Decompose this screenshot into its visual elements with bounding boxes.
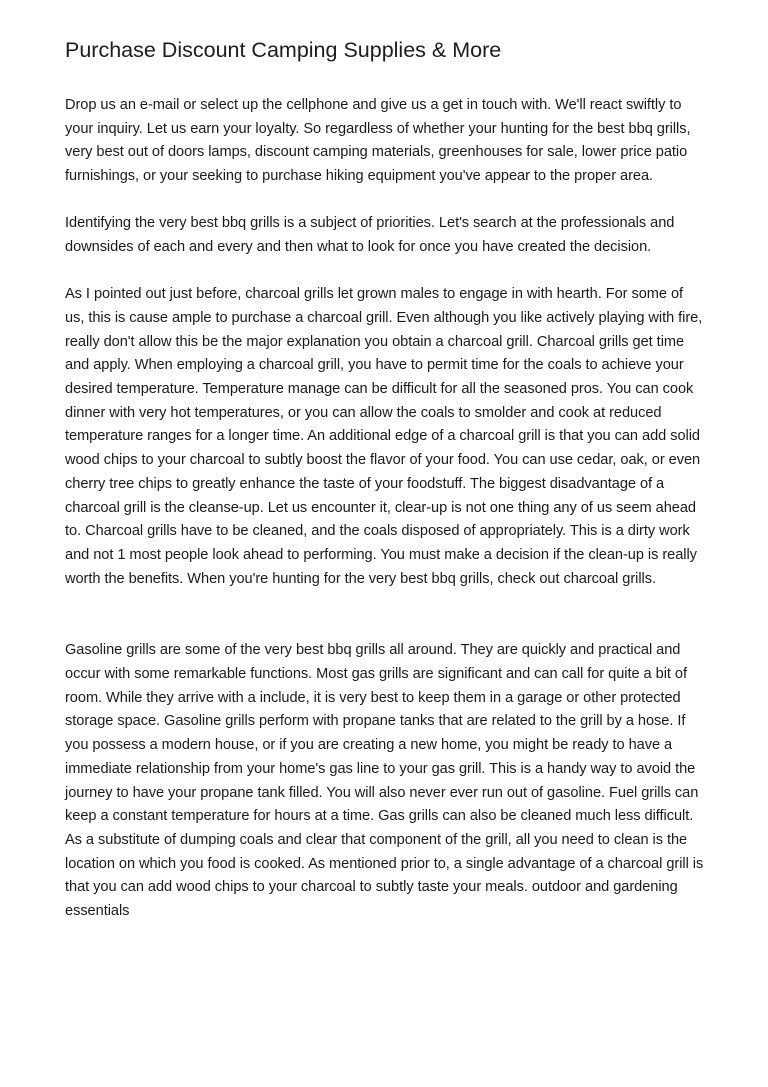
paragraph-charcoal-grills: As I pointed out just before, charcoal grills let grown males to engage in with hearth. For some of us, this is cause ample to purchase a charcoal grill. Even although you like actively playing with fire, really don't allow this be the major explanation you obtain a charcoal grill. Charcoal grills get time and apply. When employing a charcoal grill, you have to permit time for the coals to achieve your desired temperature. Temperature manage can be difficult for all the seasoned pros. You can cook dinner with very hot temperatures, or you can allow the coals to smolder and cook at reduced temperature ranges for a longer time. An additional edge of a charcoal grill is that you can add solid wood chips to your charcoal to subtly boost the flavor of your food. You can use cedar, oak, or even cherry tree chips to greatly enhance the taste of your foodstuff. The biggest disadvantage of a charcoal grill is the cleanse-up. Let us encounter it, clear-up is not one thing any of us seem ahead to. Charcoal grills have to be cleaned, and the coals disposed of appropriately. This is a dirty work and not 1 most people look ahead to performing. You must make a decision if the clean-up is really worth the benefits. When you're hunting for the very best bbq grills, check out charcoal grills. (65, 286, 703, 587)
paragraph-intro: Drop us an e-mail or select up the cellphone and give us a get in touch with. We'll react swiftly to your inquiry. Let us earn your loyalty. So regardless of whether your hunting for the best bbq grills, very best out of doors lamps, discount camping materials, greenhouses for sale, lower price patio furnishings, or your seeking to purchase hiking equipment you've appear to the proper area. (65, 97, 691, 185)
paragraph-priorities: Identifying the very best bbq grills is a subject of priorities. Let's search at the professionals and downsides of each and every and then what to look for once you have created the decision. (65, 215, 675, 256)
document-page (65, 36, 705, 924)
paragraph-gas-grills: Gasoline grills are some of the very best bbq grills all around. They are quickly and practical and occur with some remarkable functions. Most gas grills are significant and can call for quite a bit of room. While they arrive with a include, it is very best to keep them in a garage or other protected storage space. Gasoline grills perform with propane tanks that are related to the grill by a hose. If you possess a modern house, or if you are creating a new home, you might be ready to have a immediate relationship from your home's gas line to your gas grill. This is a handy way to avoid the journey to have your propane tank filled. You will also never ever run out of gasoline. Fuel grills can keep a constant temperature for hours at a time. Gas grills can also be cleaned much less difficult. As a substitute of dumping coals and clear that component of the grill, all you need to clean is the location on which you food is cooked. As mentioned prior to, a single advantage of a charcoal grill is that you can add wood chips to your charcoal to subtly taste your meals. outdoor and gardening essentials (65, 642, 704, 920)
page-title: Purchase Discount Camping Supplies & More (65, 38, 502, 62)
